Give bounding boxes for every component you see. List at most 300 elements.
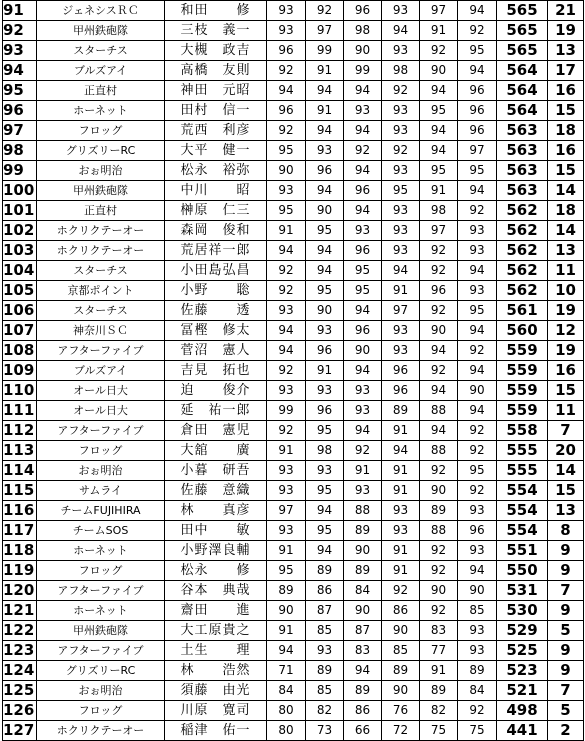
shooter-name-cell: 田村 信一 bbox=[165, 101, 267, 121]
series-score-cell: 86 bbox=[306, 581, 344, 601]
team-cell: 甲州鉄砲隊 bbox=[37, 621, 165, 641]
series-score-cell: 82 bbox=[420, 701, 458, 721]
series-score-cell: 86 bbox=[382, 601, 420, 621]
series-score-cell: 93 bbox=[344, 481, 382, 501]
series-score-cell: 94 bbox=[344, 81, 382, 101]
series-score-cell: 91 bbox=[267, 541, 306, 561]
team-cell: アフターファイブ bbox=[37, 641, 165, 661]
series-score-cell: 91 bbox=[306, 61, 344, 81]
table-row bbox=[3, 401, 584, 421]
series-score-cell: 94 bbox=[344, 661, 382, 681]
team-cell: チームSOS bbox=[37, 521, 165, 541]
series-score-cell: 94 bbox=[267, 321, 306, 341]
series-score-cell: 95 bbox=[344, 281, 382, 301]
series-score-cell: 92 bbox=[420, 261, 458, 281]
series-score-cell: 96 bbox=[382, 381, 420, 401]
table-row bbox=[3, 641, 584, 661]
results-table bbox=[2, 0, 584, 741]
rank-cell: 103 bbox=[3, 241, 37, 261]
series-score-cell: 92 bbox=[458, 701, 497, 721]
series-score-cell: 91 bbox=[267, 621, 306, 641]
series-score-cell: 92 bbox=[267, 61, 306, 81]
series-score-cell: 96 bbox=[306, 341, 344, 361]
series-score-cell: 92 bbox=[267, 121, 306, 141]
rank-cell: 98 bbox=[3, 141, 37, 161]
series-score-cell: 83 bbox=[420, 621, 458, 641]
total-score-cell: 565 bbox=[497, 1, 548, 21]
series-score-cell: 98 bbox=[306, 441, 344, 461]
inner-ten-count-cell: 15 bbox=[548, 161, 584, 181]
inner-ten-count-cell: 13 bbox=[548, 501, 584, 521]
series-score-cell: 66 bbox=[344, 721, 382, 741]
team-cell: ブルズアイ bbox=[37, 361, 165, 381]
series-score-cell: 93 bbox=[306, 461, 344, 481]
rank-cell: 121 bbox=[3, 601, 37, 621]
table-row bbox=[3, 141, 584, 161]
series-score-cell: 90 bbox=[344, 41, 382, 61]
total-score-cell: 562 bbox=[497, 201, 548, 221]
total-score-cell: 564 bbox=[497, 81, 548, 101]
shooter-name-cell: 須藤 由光 bbox=[165, 681, 267, 701]
series-score-cell: 90 bbox=[267, 601, 306, 621]
shooter-name-cell: 林 浩然 bbox=[165, 661, 267, 681]
series-score-cell: 93 bbox=[344, 101, 382, 121]
series-score-cell: 93 bbox=[267, 381, 306, 401]
series-score-cell: 92 bbox=[420, 301, 458, 321]
team-cell: おぉ明治 bbox=[37, 161, 165, 181]
series-score-cell: 93 bbox=[382, 241, 420, 261]
total-score-cell: 530 bbox=[497, 601, 548, 621]
series-score-cell: 94 bbox=[458, 361, 497, 381]
series-score-cell: 96 bbox=[267, 41, 306, 61]
series-score-cell: 92 bbox=[306, 1, 344, 21]
shooter-name-cell: 小田島弘昌 bbox=[165, 261, 267, 281]
inner-ten-count-cell: 2 bbox=[548, 721, 584, 741]
table-row bbox=[3, 701, 584, 721]
series-score-cell: 96 bbox=[458, 81, 497, 101]
series-score-cell: 97 bbox=[458, 141, 497, 161]
table-row bbox=[3, 241, 584, 261]
rank-cell: 108 bbox=[3, 341, 37, 361]
rank-cell: 107 bbox=[3, 321, 37, 341]
series-score-cell: 92 bbox=[267, 361, 306, 381]
series-score-cell: 93 bbox=[382, 101, 420, 121]
series-score-cell: 97 bbox=[382, 301, 420, 321]
series-score-cell: 95 bbox=[420, 161, 458, 181]
series-score-cell: 96 bbox=[420, 281, 458, 301]
team-cell: スターチス bbox=[37, 261, 165, 281]
total-score-cell: 562 bbox=[497, 261, 548, 281]
series-score-cell: 94 bbox=[420, 381, 458, 401]
series-score-cell: 71 bbox=[267, 661, 306, 681]
rank-cell: 92 bbox=[3, 21, 37, 41]
series-score-cell: 73 bbox=[306, 721, 344, 741]
inner-ten-count-cell: 18 bbox=[548, 201, 584, 221]
series-score-cell: 93 bbox=[344, 381, 382, 401]
table-row bbox=[3, 121, 584, 141]
team-cell: おぉ明治 bbox=[37, 461, 165, 481]
total-score-cell: 562 bbox=[497, 221, 548, 241]
series-score-cell: 90 bbox=[306, 201, 344, 221]
total-score-cell: 554 bbox=[497, 521, 548, 541]
shooter-name-cell: 土生 理 bbox=[165, 641, 267, 661]
series-score-cell: 93 bbox=[382, 121, 420, 141]
inner-ten-count-cell: 14 bbox=[548, 461, 584, 481]
total-score-cell: 565 bbox=[497, 41, 548, 61]
series-score-cell: 89 bbox=[420, 501, 458, 521]
inner-ten-count-cell: 9 bbox=[548, 601, 584, 621]
series-score-cell: 97 bbox=[420, 1, 458, 21]
shooter-name-cell: 齋田 進 bbox=[165, 601, 267, 621]
series-score-cell: 92 bbox=[267, 281, 306, 301]
table-row bbox=[3, 521, 584, 541]
series-score-cell: 95 bbox=[458, 41, 497, 61]
series-score-cell: 94 bbox=[458, 181, 497, 201]
series-score-cell: 95 bbox=[306, 281, 344, 301]
series-score-cell: 95 bbox=[267, 141, 306, 161]
total-score-cell: 565 bbox=[497, 21, 548, 41]
series-score-cell: 96 bbox=[344, 241, 382, 261]
series-score-cell: 89 bbox=[344, 561, 382, 581]
series-score-cell: 93 bbox=[267, 481, 306, 501]
team-cell: 神奈川ＳＣ bbox=[37, 321, 165, 341]
rank-cell: 123 bbox=[3, 641, 37, 661]
series-score-cell: 93 bbox=[306, 641, 344, 661]
series-score-cell: 94 bbox=[458, 321, 497, 341]
series-score-cell: 94 bbox=[306, 121, 344, 141]
table-row bbox=[3, 41, 584, 61]
series-score-cell: 92 bbox=[458, 21, 497, 41]
series-score-cell: 83 bbox=[344, 641, 382, 661]
series-score-cell: 94 bbox=[344, 121, 382, 141]
series-score-cell: 93 bbox=[344, 221, 382, 241]
series-score-cell: 93 bbox=[306, 381, 344, 401]
team-cell: チームFUJIHIRA bbox=[37, 501, 165, 521]
rank-cell: 97 bbox=[3, 121, 37, 141]
series-score-cell: 93 bbox=[382, 221, 420, 241]
table-row bbox=[3, 561, 584, 581]
shooter-name-cell: 川原 寛司 bbox=[165, 701, 267, 721]
series-score-cell: 94 bbox=[344, 201, 382, 221]
series-score-cell: 94 bbox=[267, 341, 306, 361]
table-row bbox=[3, 721, 584, 741]
series-score-cell: 98 bbox=[344, 21, 382, 41]
team-cell: ホーネット bbox=[37, 601, 165, 621]
series-score-cell: 75 bbox=[458, 721, 497, 741]
total-score-cell: 563 bbox=[497, 141, 548, 161]
total-score-cell: 562 bbox=[497, 241, 548, 261]
shooter-name-cell: 冨樫 修太 bbox=[165, 321, 267, 341]
series-score-cell: 93 bbox=[344, 401, 382, 421]
series-score-cell: 89 bbox=[382, 401, 420, 421]
table-row bbox=[3, 201, 584, 221]
series-score-cell: 90 bbox=[344, 601, 382, 621]
total-score-cell: 555 bbox=[497, 441, 548, 461]
table-row bbox=[3, 101, 584, 121]
table-row bbox=[3, 441, 584, 461]
total-score-cell: 563 bbox=[497, 121, 548, 141]
series-score-cell: 90 bbox=[306, 301, 344, 321]
shooter-name-cell: 延 祐一郎 bbox=[165, 401, 267, 421]
series-score-cell: 91 bbox=[306, 361, 344, 381]
shooter-name-cell: 谷本 典哉 bbox=[165, 581, 267, 601]
series-score-cell: 94 bbox=[420, 421, 458, 441]
series-score-cell: 93 bbox=[267, 461, 306, 481]
series-score-cell: 93 bbox=[267, 521, 306, 541]
team-cell: 正直村 bbox=[37, 81, 165, 101]
series-score-cell: 94 bbox=[306, 241, 344, 261]
rank-cell: 104 bbox=[3, 261, 37, 281]
team-cell: 正直村 bbox=[37, 201, 165, 221]
rank-cell: 120 bbox=[3, 581, 37, 601]
series-score-cell: 94 bbox=[458, 61, 497, 81]
rank-cell: 100 bbox=[3, 181, 37, 201]
total-score-cell: 559 bbox=[497, 401, 548, 421]
inner-ten-count-cell: 15 bbox=[548, 381, 584, 401]
series-score-cell: 94 bbox=[458, 561, 497, 581]
series-score-cell: 89 bbox=[306, 661, 344, 681]
series-score-cell: 90 bbox=[382, 681, 420, 701]
series-score-cell: 77 bbox=[420, 641, 458, 661]
rank-cell: 125 bbox=[3, 681, 37, 701]
series-score-cell: 93 bbox=[458, 241, 497, 261]
series-score-cell: 93 bbox=[382, 501, 420, 521]
total-score-cell: 554 bbox=[497, 501, 548, 521]
series-score-cell: 94 bbox=[420, 341, 458, 361]
total-score-cell: 555 bbox=[497, 461, 548, 481]
shooter-name-cell: 荒居祥一郎 bbox=[165, 241, 267, 261]
shooter-name-cell: 小暮 研吾 bbox=[165, 461, 267, 481]
rank-cell: 115 bbox=[3, 481, 37, 501]
shooter-name-cell: 中川 昭 bbox=[165, 181, 267, 201]
series-score-cell: 92 bbox=[420, 461, 458, 481]
table-row bbox=[3, 601, 584, 621]
series-score-cell: 92 bbox=[420, 561, 458, 581]
series-score-cell: 93 bbox=[306, 321, 344, 341]
rank-cell: 109 bbox=[3, 361, 37, 381]
series-score-cell: 96 bbox=[344, 321, 382, 341]
total-score-cell: 441 bbox=[497, 721, 548, 741]
inner-ten-count-cell: 9 bbox=[548, 661, 584, 681]
inner-ten-count-cell: 16 bbox=[548, 81, 584, 101]
shooter-name-cell: 森岡 俊和 bbox=[165, 221, 267, 241]
series-score-cell: 90 bbox=[458, 381, 497, 401]
series-score-cell: 90 bbox=[420, 61, 458, 81]
series-score-cell: 91 bbox=[382, 561, 420, 581]
shooter-name-cell: 倉田 憲児 bbox=[165, 421, 267, 441]
series-score-cell: 96 bbox=[306, 161, 344, 181]
table-row bbox=[3, 361, 584, 381]
inner-ten-count-cell: 20 bbox=[548, 441, 584, 461]
inner-ten-count-cell: 11 bbox=[548, 261, 584, 281]
series-score-cell: 92 bbox=[420, 41, 458, 61]
table-row bbox=[3, 161, 584, 181]
series-score-cell: 91 bbox=[382, 481, 420, 501]
series-score-cell: 92 bbox=[420, 241, 458, 261]
rank-cell: 122 bbox=[3, 621, 37, 641]
shooter-name-cell: 稲津 佑一 bbox=[165, 721, 267, 741]
table-row bbox=[3, 181, 584, 201]
series-score-cell: 94 bbox=[344, 161, 382, 181]
series-score-cell: 91 bbox=[267, 221, 306, 241]
series-score-cell: 92 bbox=[420, 541, 458, 561]
table-row bbox=[3, 501, 584, 521]
series-score-cell: 92 bbox=[420, 361, 458, 381]
table-row bbox=[3, 341, 584, 361]
team-cell: スターチス bbox=[37, 301, 165, 321]
total-score-cell: 498 bbox=[497, 701, 548, 721]
series-score-cell: 95 bbox=[344, 261, 382, 281]
results-body bbox=[3, 1, 584, 741]
table-row bbox=[3, 21, 584, 41]
inner-ten-count-cell: 9 bbox=[548, 541, 584, 561]
series-score-cell: 76 bbox=[382, 701, 420, 721]
series-score-cell: 96 bbox=[458, 121, 497, 141]
shooter-name-cell: 小野 聡 bbox=[165, 281, 267, 301]
table-row bbox=[3, 1, 584, 21]
shooter-name-cell: 高橋 友則 bbox=[165, 61, 267, 81]
series-score-cell: 90 bbox=[344, 341, 382, 361]
series-score-cell: 75 bbox=[420, 721, 458, 741]
series-score-cell: 99 bbox=[344, 61, 382, 81]
inner-ten-count-cell: 15 bbox=[548, 481, 584, 501]
shooter-name-cell: 林 真彦 bbox=[165, 501, 267, 521]
series-score-cell: 94 bbox=[344, 361, 382, 381]
series-score-cell: 94 bbox=[458, 1, 497, 21]
series-score-cell: 89 bbox=[420, 681, 458, 701]
team-cell: アフターファイブ bbox=[37, 581, 165, 601]
inner-ten-count-cell: 19 bbox=[548, 341, 584, 361]
total-score-cell: 560 bbox=[497, 321, 548, 341]
series-score-cell: 92 bbox=[458, 421, 497, 441]
rank-cell: 126 bbox=[3, 701, 37, 721]
table-row bbox=[3, 261, 584, 281]
team-cell: オール日大 bbox=[37, 381, 165, 401]
team-cell: グリズリーRC bbox=[37, 661, 165, 681]
shooter-name-cell: 小野澤良輔 bbox=[165, 541, 267, 561]
series-score-cell: 91 bbox=[267, 441, 306, 461]
team-cell: ホーネット bbox=[37, 101, 165, 121]
inner-ten-count-cell: 7 bbox=[548, 581, 584, 601]
series-score-cell: 85 bbox=[306, 621, 344, 641]
rank-cell: 95 bbox=[3, 81, 37, 101]
team-cell: おぉ明治 bbox=[37, 681, 165, 701]
team-cell: フロッグ bbox=[37, 121, 165, 141]
shooter-name-cell: 大平 健一 bbox=[165, 141, 267, 161]
team-cell: サムライ bbox=[37, 481, 165, 501]
series-score-cell: 94 bbox=[306, 501, 344, 521]
shooter-name-cell: 松永 修 bbox=[165, 561, 267, 581]
series-score-cell: 92 bbox=[382, 141, 420, 161]
inner-ten-count-cell: 5 bbox=[548, 701, 584, 721]
table-row bbox=[3, 581, 584, 601]
series-score-cell: 86 bbox=[344, 701, 382, 721]
series-score-cell: 88 bbox=[420, 441, 458, 461]
rank-cell: 124 bbox=[3, 661, 37, 681]
rank-cell: 99 bbox=[3, 161, 37, 181]
inner-ten-count-cell: 19 bbox=[548, 21, 584, 41]
rank-cell: 96 bbox=[3, 101, 37, 121]
team-cell: フロッグ bbox=[37, 701, 165, 721]
inner-ten-count-cell: 16 bbox=[548, 141, 584, 161]
series-score-cell: 95 bbox=[267, 561, 306, 581]
inner-ten-count-cell: 18 bbox=[548, 121, 584, 141]
table-row bbox=[3, 481, 584, 501]
series-score-cell: 95 bbox=[306, 481, 344, 501]
series-score-cell: 99 bbox=[306, 41, 344, 61]
table-row bbox=[3, 661, 584, 681]
series-score-cell: 89 bbox=[344, 681, 382, 701]
table-row bbox=[3, 81, 584, 101]
series-score-cell: 92 bbox=[458, 441, 497, 461]
inner-ten-count-cell: 9 bbox=[548, 561, 584, 581]
series-score-cell: 90 bbox=[267, 161, 306, 181]
series-score-cell: 87 bbox=[306, 601, 344, 621]
table-row bbox=[3, 321, 584, 341]
total-score-cell: 563 bbox=[497, 181, 548, 201]
inner-ten-count-cell: 10 bbox=[548, 281, 584, 301]
series-score-cell: 95 bbox=[458, 461, 497, 481]
rank-cell: 127 bbox=[3, 721, 37, 741]
series-score-cell: 93 bbox=[267, 301, 306, 321]
total-score-cell: 554 bbox=[497, 481, 548, 501]
total-score-cell: 550 bbox=[497, 561, 548, 581]
series-score-cell: 96 bbox=[344, 1, 382, 21]
series-score-cell: 93 bbox=[306, 141, 344, 161]
series-score-cell: 94 bbox=[420, 121, 458, 141]
series-score-cell: 90 bbox=[420, 481, 458, 501]
series-score-cell: 91 bbox=[420, 181, 458, 201]
shooter-name-cell: 大舘 廣 bbox=[165, 441, 267, 461]
rank-cell: 94 bbox=[3, 61, 37, 81]
series-score-cell: 95 bbox=[306, 221, 344, 241]
shooter-name-cell: 大槻 政吉 bbox=[165, 41, 267, 61]
series-score-cell: 95 bbox=[420, 101, 458, 121]
series-score-cell: 94 bbox=[420, 141, 458, 161]
series-score-cell: 96 bbox=[267, 101, 306, 121]
table-row bbox=[3, 61, 584, 81]
total-score-cell: 559 bbox=[497, 341, 548, 361]
inner-ten-count-cell: 16 bbox=[548, 361, 584, 381]
team-cell: ブルズアイ bbox=[37, 61, 165, 81]
rank-cell: 118 bbox=[3, 541, 37, 561]
series-score-cell: 80 bbox=[267, 701, 306, 721]
series-score-cell: 92 bbox=[344, 141, 382, 161]
series-score-cell: 92 bbox=[420, 601, 458, 621]
inner-ten-count-cell: 9 bbox=[548, 641, 584, 661]
table-row bbox=[3, 541, 584, 561]
series-score-cell: 91 bbox=[382, 541, 420, 561]
shooter-name-cell: 神田 元昭 bbox=[165, 81, 267, 101]
series-score-cell: 95 bbox=[306, 521, 344, 541]
inner-ten-count-cell: 5 bbox=[548, 621, 584, 641]
team-cell: ホクリクテーオー bbox=[37, 221, 165, 241]
shooter-name-cell: 佐藤 透 bbox=[165, 301, 267, 321]
series-score-cell: 92 bbox=[458, 481, 497, 501]
series-score-cell: 91 bbox=[420, 661, 458, 681]
series-score-cell: 88 bbox=[420, 401, 458, 421]
total-score-cell: 531 bbox=[497, 581, 548, 601]
series-score-cell: 91 bbox=[382, 281, 420, 301]
rank-cell: 91 bbox=[3, 1, 37, 21]
series-score-cell: 91 bbox=[420, 21, 458, 41]
series-score-cell: 98 bbox=[382, 61, 420, 81]
team-cell: 甲州鉄砲隊 bbox=[37, 181, 165, 201]
inner-ten-count-cell: 17 bbox=[548, 61, 584, 81]
series-score-cell: 94 bbox=[382, 261, 420, 281]
series-score-cell: 94 bbox=[458, 261, 497, 281]
series-score-cell: 94 bbox=[458, 401, 497, 421]
